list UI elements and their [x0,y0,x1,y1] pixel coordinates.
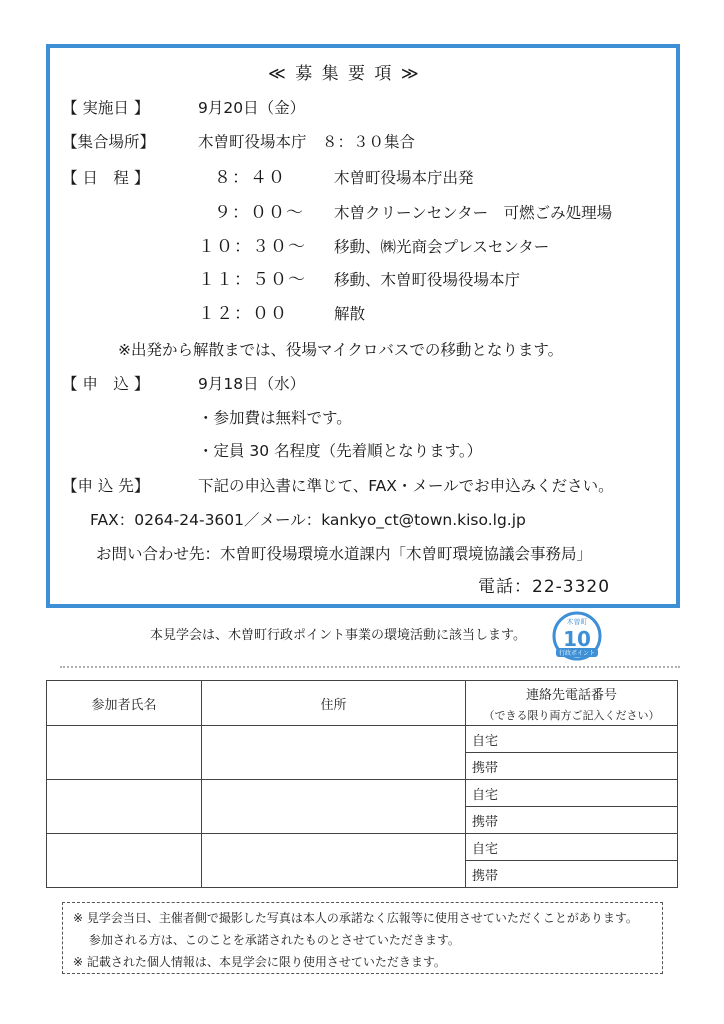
note-line: ※ 見学会当日、主催者側で撮影した写真は本人の承諾なく広報等に使用させていただくことがあります。 [73,911,638,925]
badge-top-text: 木曽町 [566,618,588,626]
schedule-desc: 移動、木曽町役場役場本庁 [334,271,521,289]
address-cell[interactable] [202,834,466,888]
header-tel-label: 連絡先電話番号 [525,687,617,703]
fax-mail: FAX：0264-24-3601／メール：kankyo_ct@town.kiso.lg.jp [90,511,526,529]
apply-deadline: 9月18日（水） [198,375,306,393]
note-line: 参加される方は、このことを承諾されたものとさせていただきます。 [73,933,460,947]
notes-box [62,902,663,974]
date-label: 【 実施日 】 [62,99,150,117]
schedule-time: １２：００ [198,304,288,324]
schedule-desc: 移動、㈱光商会プレスセンター [334,238,550,256]
application-form [46,680,678,888]
schedule-desc: 木曽町役場本庁出発 [334,169,474,187]
schedule-time: １１：５０～ [198,270,306,290]
header-address: 住所 [202,681,466,726]
schedule-time: ９：００～ [214,203,304,223]
schedule-label: 【 日 程 】 [62,169,150,187]
table-row [47,726,678,753]
mobile-tel-cell[interactable]: 携帯 [466,753,678,780]
inquiry: お問い合わせ先：木曽町役場環境水道課内「木曽町環境協議会事務局」 [96,545,593,563]
name-cell[interactable] [47,780,202,834]
name-cell[interactable] [47,726,202,780]
schedule-time: １０：３０～ [198,237,306,257]
place-label: 【集合場所】 [62,133,156,151]
schedule-desc: 木曽クリーンセンター 可燃ごみ処理場 [334,204,613,222]
home-tel-cell[interactable]: 自宅 [466,726,678,753]
bus-note: ※出発から解散までは、役場マイクロバスでの移動となります。 [118,341,564,359]
home-tel-cell[interactable]: 自宅 [466,780,678,807]
schedule-desc: 解散 [334,305,366,323]
mobile-tel-cell[interactable]: 携帯 [466,861,678,888]
cut-line [60,666,680,668]
home-tel-cell[interactable]: 自宅 [466,834,678,861]
fee-note: ・参加費は無料です。 [198,409,352,427]
destination-label: 【申 込 先】 [62,477,150,495]
phone-number: 電話：22-3320 [478,577,611,597]
table-row [47,834,678,861]
date-value: 9月20日（金） [198,99,306,117]
form-header-row [47,681,678,726]
table-row [47,780,678,807]
point-note: 本見学会は、木曽町行政ポイント事業の環境活動に該当します。 [150,628,526,643]
capacity-note: ・定員 30 名程度（先着順となります。） [198,442,483,460]
badge-bottom-text: 行政ポイント [558,650,596,657]
header-tel-sub: （できる限り両方ご記入ください） [483,708,660,722]
destination-value: 下記の申込書に準じて、FAX・メールでお申込みください。 [198,477,614,495]
point-badge-icon [552,611,602,661]
header-tel [466,681,678,726]
address-cell[interactable] [202,780,466,834]
name-cell[interactable] [47,834,202,888]
recruitment-title: ≪ 募 集 要 項 ≫ [268,64,421,84]
schedule-time: ８：４０ [214,168,286,188]
header-name: 参加者氏名 [47,681,202,726]
place-value: 木曽町役場本庁 ８：３０集合 [198,133,416,151]
apply-label: 【 申 込 】 [62,375,150,393]
note-line: ※ 記載された個人情報は、本見学会に限り使用させていただきます。 [73,955,446,969]
badge-number: 10 [563,627,591,651]
mobile-tel-cell[interactable]: 携帯 [466,807,678,834]
address-cell[interactable] [202,726,466,780]
